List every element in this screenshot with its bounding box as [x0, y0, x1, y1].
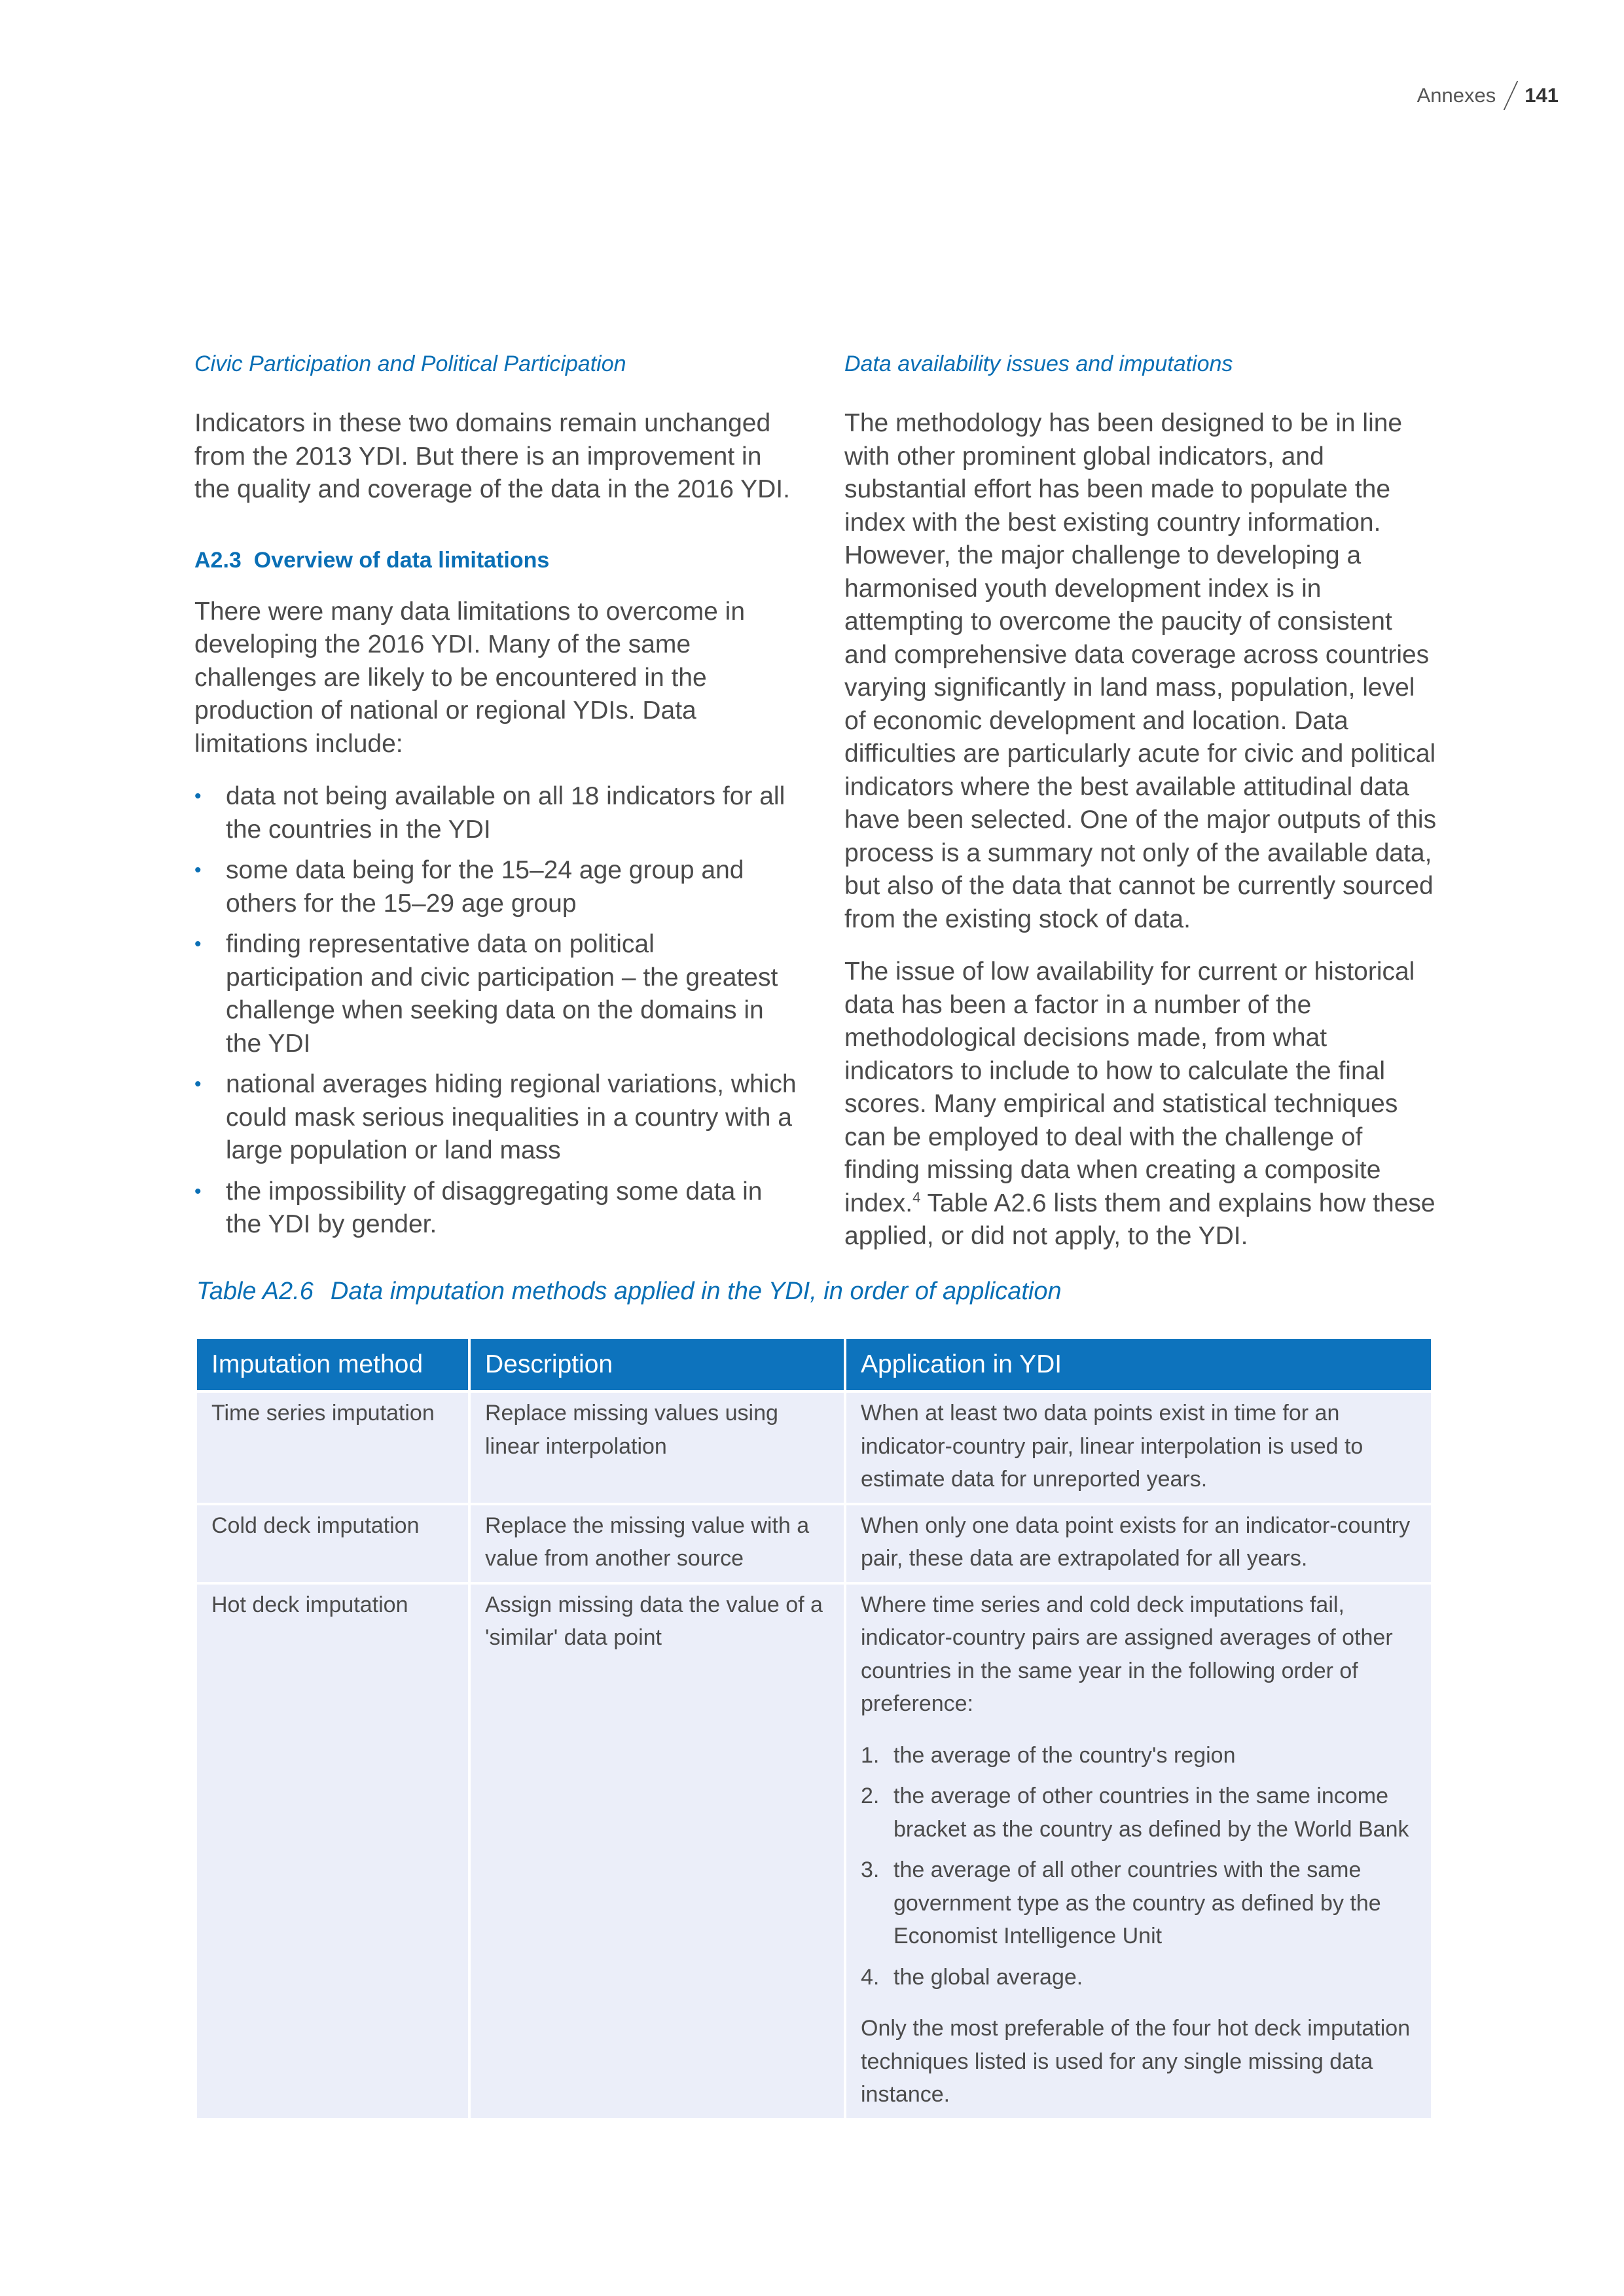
- running-head-section: Annexes: [1416, 84, 1496, 107]
- civic-paragraph: Indicators in these two domains remain unchanged from the 2013 YDI. But there is an improvement in the quality and coverage of the data in the 2016 YDI.: [194, 409, 790, 503]
- list-item: [861, 1780, 1416, 1846]
- low-availability-paragraph: [844, 956, 1440, 1253]
- list-item: [861, 1739, 1416, 1772]
- table-cell-description: Replace the missing value with a value from another source: [471, 1505, 844, 1582]
- list-item-text: the average of all other countries with the same government type as the country as defined by the Economist Intelligence Unit: [893, 1857, 1381, 1948]
- footnote-marker: 4: [912, 1189, 921, 1206]
- list-number: 2.: [861, 1784, 880, 1808]
- subhead-title: Overview of data limitations: [253, 547, 550, 573]
- table-row: [197, 1585, 1431, 2118]
- list-item-text: finding representative data on political participation and civic participation – the greatest challenge when seeking data on the domains in the YDI: [226, 930, 778, 1058]
- list-item-text: the average of other countries in the same income bracket as the country as defined by the World Bank: [893, 1784, 1409, 1842]
- list-item: [194, 928, 797, 1060]
- limitations-paragraph: There were many data limitations to overcome in developing the 2016 YDI. Many of the same challenges are likely to be encountered in the production of national or regional YDIs. Data limitations include:: [194, 597, 746, 758]
- limitations-list: [194, 780, 797, 1242]
- list-number: 3.: [861, 1857, 880, 1882]
- application-intro: Where time series and cold deck imputations fail, indicator-country pairs are assigned averages of other countries in the same year in the following order of preference:: [861, 1592, 1393, 1716]
- application-closing: Only the most preferable of the four hot deck imputation techniques listed is used for any single missing data instance.: [861, 2016, 1411, 2107]
- section-subhead: [194, 546, 797, 575]
- bullet-icon: •: [194, 1073, 202, 1095]
- table-cell-description: Replace missing values using linear interpolation: [471, 1393, 844, 1503]
- left-column: [194, 347, 797, 1249]
- list-item: [194, 854, 797, 920]
- table-caption: [196, 1275, 1062, 1308]
- list-item: [861, 1854, 1416, 1953]
- column-header: Application in YDI: [846, 1339, 1431, 1390]
- subhead-number: A2.3: [194, 547, 242, 573]
- bullet-icon: •: [194, 785, 202, 807]
- bullet-icon: •: [194, 933, 202, 955]
- right-column: [844, 347, 1440, 1273]
- list-item-text: the global average.: [893, 1964, 1083, 1990]
- column-header: Description: [471, 1339, 844, 1390]
- list-item-text: national averages hiding regional variations, which could mask serious inequalities in a country with a large population or land mass: [226, 1070, 797, 1164]
- list-number: 1.: [861, 1742, 880, 1768]
- preference-list: [861, 1739, 1416, 1994]
- bullet-icon: •: [194, 859, 202, 881]
- table-cell-method: Time series imputation: [197, 1393, 468, 1503]
- civic-heading: Civic Participation and Political Participation: [194, 351, 626, 376]
- table-cell-application: When at least two data points exist in time for an indicator-country pair, linear interpolation is used to estimate data for unreported years.: [846, 1393, 1431, 1503]
- table-cell-application: [846, 1585, 1431, 2118]
- list-item: [861, 1961, 1416, 1994]
- page-number: 141: [1525, 84, 1559, 107]
- list-item: [194, 780, 797, 846]
- imputation-table: [194, 1336, 1434, 2121]
- table-cell-method: Cold deck imputation: [197, 1505, 468, 1582]
- bullet-icon: •: [194, 1180, 202, 1202]
- table-cell-application: When only one data point exists for an indicator-country pair, these data are extrapolated for all years.: [846, 1505, 1431, 1582]
- running-head-divider: [1504, 81, 1519, 110]
- list-item-text: the impossibility of disaggregating some data in the YDI by gender.: [226, 1177, 763, 1238]
- table-header-row: [197, 1339, 1431, 1390]
- table-cell-method: Hot deck imputation: [197, 1585, 468, 2118]
- list-item: [194, 1068, 797, 1168]
- column-header: Imputation method: [197, 1339, 468, 1390]
- list-item: [194, 1175, 797, 1242]
- list-item-text: some data being for the 15–24 age group and others for the 15–29 age group: [226, 856, 744, 918]
- table-cell-description: Assign missing data the value of a 'similar' data point: [471, 1585, 844, 2118]
- table-caption-label: Table A2.6: [196, 1278, 314, 1305]
- table-caption-title: Data imputation methods applied in the YDI, in order of application: [330, 1278, 1062, 1305]
- list-item-text: the average of the country's region: [893, 1742, 1236, 1768]
- data-availability-paragraph: The methodology has been designed to be in line with other prominent global indicators, and substantial effort has been made to populate the index with the best existing country information. However, the major challenge to developing a harmonised youth development index is in attempting to overcome the paucity of consistent and comprehensive data coverage across countries varying significantly in land mass, population, level of economic development and location. Data difficulties are particularly acute for civic and political indicators where the best available attitudinal data have been selected. One of the major outputs of this process is a summary not only of the available data, but also of the data that cannot be currently sourced from the existing stock of data.: [844, 409, 1437, 933]
- list-item-text: data not being available on all 18 indicators for all the countries in the YDI: [226, 782, 785, 844]
- table-row: [197, 1505, 1431, 1582]
- paragraph-text: Table A2.6 lists them and explains how these applied, or did not apply, to the YDI.: [844, 1189, 1435, 1250]
- list-number: 4.: [861, 1964, 880, 1990]
- paragraph-text: The issue of low availability for current or historical data has been a factor in a number of the methodological decisions made, from what indicators to include to how to calculate the final scores. Many empirical and statistical techniques can be employed to deal with the challenge of finding missing data when creating a composite index.: [844, 958, 1415, 1217]
- table-row: [197, 1393, 1431, 1503]
- data-availability-heading: Data availability issues and imputations: [844, 351, 1233, 376]
- running-head: [1417, 81, 1559, 110]
